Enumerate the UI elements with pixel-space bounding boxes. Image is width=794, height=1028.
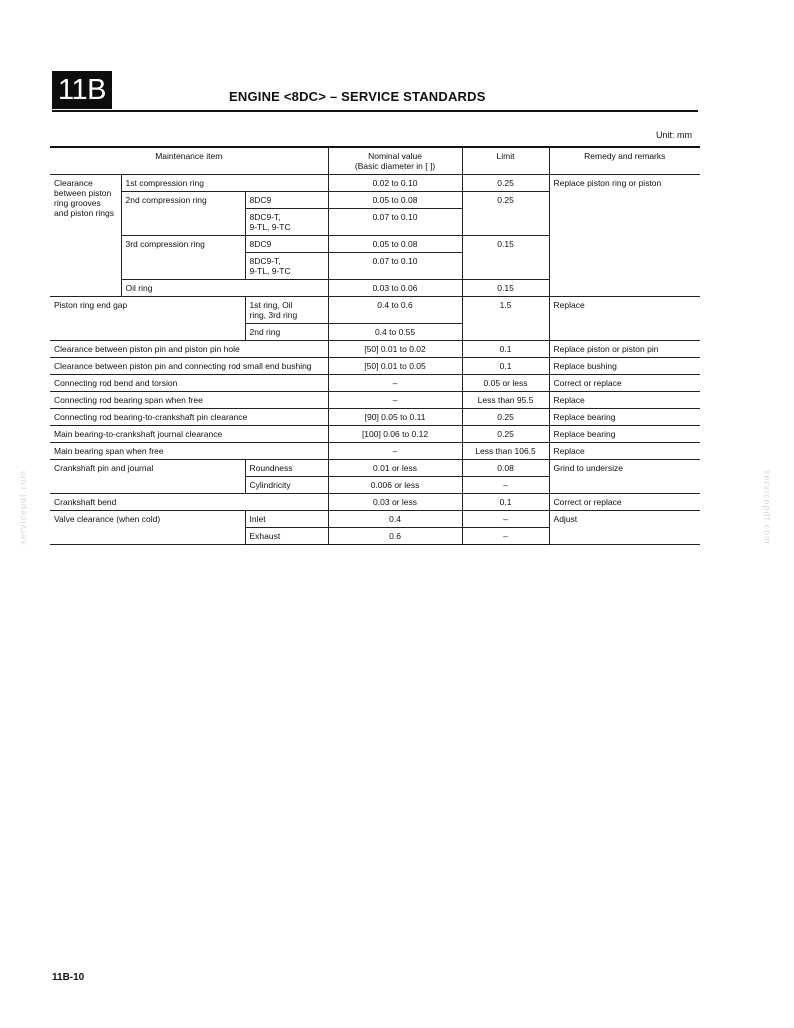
row-nominal: – — [328, 443, 462, 460]
row-nominal: – — [328, 375, 462, 392]
crank-bend-nominal: 0.03 or less — [328, 494, 462, 511]
row-remedy: Correct or replace — [549, 375, 700, 392]
table-row — [50, 511, 700, 528]
crank-pin-limit-a: 0.08 — [462, 460, 549, 477]
third-ring-nominal-a: 0.05 to 0.08 — [328, 236, 462, 253]
crank-pin-remedy: Grind to undersize — [549, 460, 700, 494]
end-gap-sub-a: 1st ring, Oil ring, 3rd ring — [245, 297, 328, 324]
row-remedy: Replace piston or piston pin — [549, 341, 700, 358]
table-row — [50, 358, 700, 375]
table-row — [50, 297, 700, 324]
unit-label: Unit: mm — [656, 130, 692, 140]
row-limit: 0.05 or less — [462, 375, 549, 392]
col-header-item: Maintenance item — [50, 147, 328, 175]
valve-nominal-b: 0.6 — [328, 528, 462, 545]
end-gap-limit: 1.5 — [462, 297, 549, 341]
table-row — [50, 409, 700, 426]
valve-sub-b: Exhaust — [245, 528, 328, 545]
row-limit: 0.1 — [462, 358, 549, 375]
table-row — [50, 443, 700, 460]
col-header-limit: Limit — [462, 147, 549, 175]
end-gap-nominal-b: 0.4 to 0.55 — [328, 324, 462, 341]
table-row — [50, 426, 700, 443]
first-ring-limit: 0.25 — [462, 175, 549, 192]
end-gap-remedy: Replace — [549, 297, 700, 341]
groove-clearance-label: Clearance between piston ring grooves and piston rings — [50, 175, 121, 297]
section-badge: 11B — [52, 71, 112, 109]
watermark-right: servicepdf.com — [762, 470, 772, 545]
row-nominal: [100] 0.06 to 0.12 — [328, 426, 462, 443]
page-number: 11B-10 — [52, 972, 85, 983]
table-row — [50, 375, 700, 392]
crank-pin-label: Crankshaft pin and journal — [50, 460, 245, 494]
second-ring-label: 2nd compression ring — [121, 192, 245, 236]
oil-ring-label: Oil ring — [121, 280, 328, 297]
end-gap-sub-b: 2nd ring — [245, 324, 328, 341]
row-limit: 0.1 — [462, 341, 549, 358]
valve-nominal-a: 0.4 — [328, 511, 462, 528]
row-item: Main bearing span when free — [50, 443, 328, 460]
crank-pin-nominal-a: 0.01 or less — [328, 460, 462, 477]
table-row — [50, 460, 700, 477]
row-limit: Less than 95.5 — [462, 392, 549, 409]
groove-clearance-remedy: Replace piston ring or piston — [549, 175, 700, 297]
row-remedy: Replace — [549, 392, 700, 409]
row-remedy: Replace bearing — [549, 426, 700, 443]
row-remedy: Replace bearing — [549, 409, 700, 426]
valve-sub-a: Inlet — [245, 511, 328, 528]
valve-limit-a: – — [462, 511, 549, 528]
end-gap-nominal-a: 0.4 to 0.6 — [328, 297, 462, 324]
table-row — [50, 175, 700, 192]
third-ring-model-a: 8DC9 — [245, 236, 328, 253]
second-ring-limit: 0.25 — [462, 192, 549, 236]
col-header-nominal: Nominal value (Basic diameter in [ ]) — [328, 147, 462, 175]
table-row — [50, 341, 700, 358]
crank-bend-item: Crankshaft bend — [50, 494, 328, 511]
valve-remedy: Adjust — [549, 511, 700, 545]
table-row — [50, 392, 700, 409]
col-header-remedy: Remedy and remarks — [549, 147, 700, 175]
row-limit: Less than 106.5 — [462, 443, 549, 460]
row-item: Clearance between piston pin and piston pin hole — [50, 341, 328, 358]
second-ring-model-b: 8DC9-T, 9-TL, 9-TC — [245, 209, 328, 236]
watermark-left: servicepdf.com — [18, 470, 28, 545]
second-ring-model-a: 8DC9 — [245, 192, 328, 209]
row-limit: 0.25 — [462, 409, 549, 426]
crank-bend-remedy: Correct or replace — [549, 494, 700, 511]
second-ring-nominal-b: 0.07 to 0.10 — [328, 209, 462, 236]
row-remedy: Replace bushing — [549, 358, 700, 375]
row-nominal: [50] 0.01 to 0.02 — [328, 341, 462, 358]
table-header-row — [50, 147, 700, 175]
third-ring-limit: 0.15 — [462, 236, 549, 280]
crank-pin-limit-b: – — [462, 477, 549, 494]
row-item: Clearance between piston pin and connecting rod small end bushing — [50, 358, 328, 375]
crank-bend-limit: 0.1 — [462, 494, 549, 511]
row-nominal: – — [328, 392, 462, 409]
third-ring-nominal-b: 0.07 to 0.10 — [328, 253, 462, 280]
row-nominal: [90] 0.05 to 0.11 — [328, 409, 462, 426]
first-ring-nominal: 0.02 to 0.10 — [328, 175, 462, 192]
second-ring-nominal-a: 0.05 to 0.08 — [328, 192, 462, 209]
crank-pin-sub-a: Roundness — [245, 460, 328, 477]
crank-pin-sub-b: Cylindricity — [245, 477, 328, 494]
third-ring-label: 3rd compression ring — [121, 236, 245, 280]
title-divider — [52, 110, 698, 112]
third-ring-model-b: 8DC9-T, 9-TL, 9-TC — [245, 253, 328, 280]
page-title: ENGINE <8DC> – SERVICE STANDARDS — [229, 89, 486, 104]
oil-ring-limit: 0.15 — [462, 280, 549, 297]
oil-ring-nominal: 0.03 to 0.06 — [328, 280, 462, 297]
row-remedy: Replace — [549, 443, 700, 460]
row-limit: 0.25 — [462, 426, 549, 443]
valve-limit-b: – — [462, 528, 549, 545]
crank-pin-nominal-b: 0.006 or less — [328, 477, 462, 494]
service-standards-table — [50, 146, 700, 545]
row-item: Connecting rod bend and torsion — [50, 375, 328, 392]
row-nominal: [50] 0.01 to 0.05 — [328, 358, 462, 375]
row-item: Connecting rod bearing span when free — [50, 392, 328, 409]
table-row — [50, 494, 700, 511]
valve-label: Valve clearance (when cold) — [50, 511, 245, 545]
row-item: Main bearing-to-crankshaft journal clearance — [50, 426, 328, 443]
row-item: Connecting rod bearing-to-crankshaft pin clearance — [50, 409, 328, 426]
first-ring-label: 1st compression ring — [121, 175, 328, 192]
end-gap-label: Piston ring end gap — [50, 297, 245, 341]
